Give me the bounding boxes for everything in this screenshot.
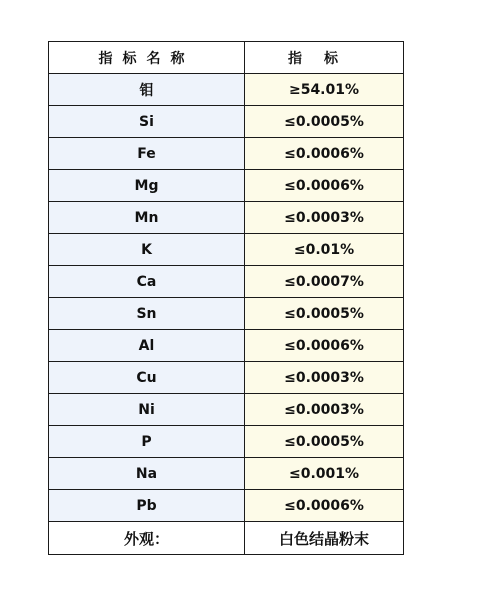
table-row xyxy=(49,74,404,106)
header-row xyxy=(49,42,404,74)
row-value: ≥54.01% xyxy=(245,74,404,106)
row-value: ≤0.001% xyxy=(245,458,404,490)
appearance-row xyxy=(49,522,404,555)
row-name: Si xyxy=(49,106,245,138)
header-indicator: 指标 xyxy=(245,42,404,74)
table-row xyxy=(49,330,404,362)
table-row xyxy=(49,234,404,266)
row-name: Cu xyxy=(49,362,245,394)
row-name: Na xyxy=(49,458,245,490)
appearance-value: 白色结晶粉末 xyxy=(245,522,404,555)
row-name: Ni xyxy=(49,394,245,426)
header-indicator-name: 指标名称 xyxy=(49,42,245,74)
table-row xyxy=(49,490,404,522)
row-value: ≤0.0005% xyxy=(245,106,404,138)
table-row xyxy=(49,426,404,458)
row-name: Mg xyxy=(49,170,245,202)
row-value: ≤0.0006% xyxy=(245,330,404,362)
table-row xyxy=(49,298,404,330)
row-name: K xyxy=(49,234,245,266)
row-value: ≤0.0006% xyxy=(245,490,404,522)
row-value: ≤0.0007% xyxy=(245,266,404,298)
row-value: ≤0.0005% xyxy=(245,298,404,330)
table-row xyxy=(49,266,404,298)
row-name: 钼 xyxy=(49,74,245,106)
row-name: Mn xyxy=(49,202,245,234)
table-row xyxy=(49,170,404,202)
row-value: ≤0.0003% xyxy=(245,362,404,394)
row-name: Pb xyxy=(49,490,245,522)
row-value: ≤0.01% xyxy=(245,234,404,266)
row-name: P xyxy=(49,426,245,458)
table-row xyxy=(49,394,404,426)
row-name: Fe xyxy=(49,138,245,170)
row-name: Al xyxy=(49,330,245,362)
row-name: Sn xyxy=(49,298,245,330)
row-value: ≤0.0003% xyxy=(245,394,404,426)
spec-table xyxy=(48,41,404,555)
appearance-label: 外观： xyxy=(49,522,245,555)
row-value: ≤0.0006% xyxy=(245,170,404,202)
table-row xyxy=(49,106,404,138)
table-row xyxy=(49,458,404,490)
row-name: Ca xyxy=(49,266,245,298)
row-value: ≤0.0003% xyxy=(245,202,404,234)
table-row xyxy=(49,138,404,170)
row-value: ≤0.0005% xyxy=(245,426,404,458)
row-value: ≤0.0006% xyxy=(245,138,404,170)
table-row xyxy=(49,202,404,234)
table-row xyxy=(49,362,404,394)
